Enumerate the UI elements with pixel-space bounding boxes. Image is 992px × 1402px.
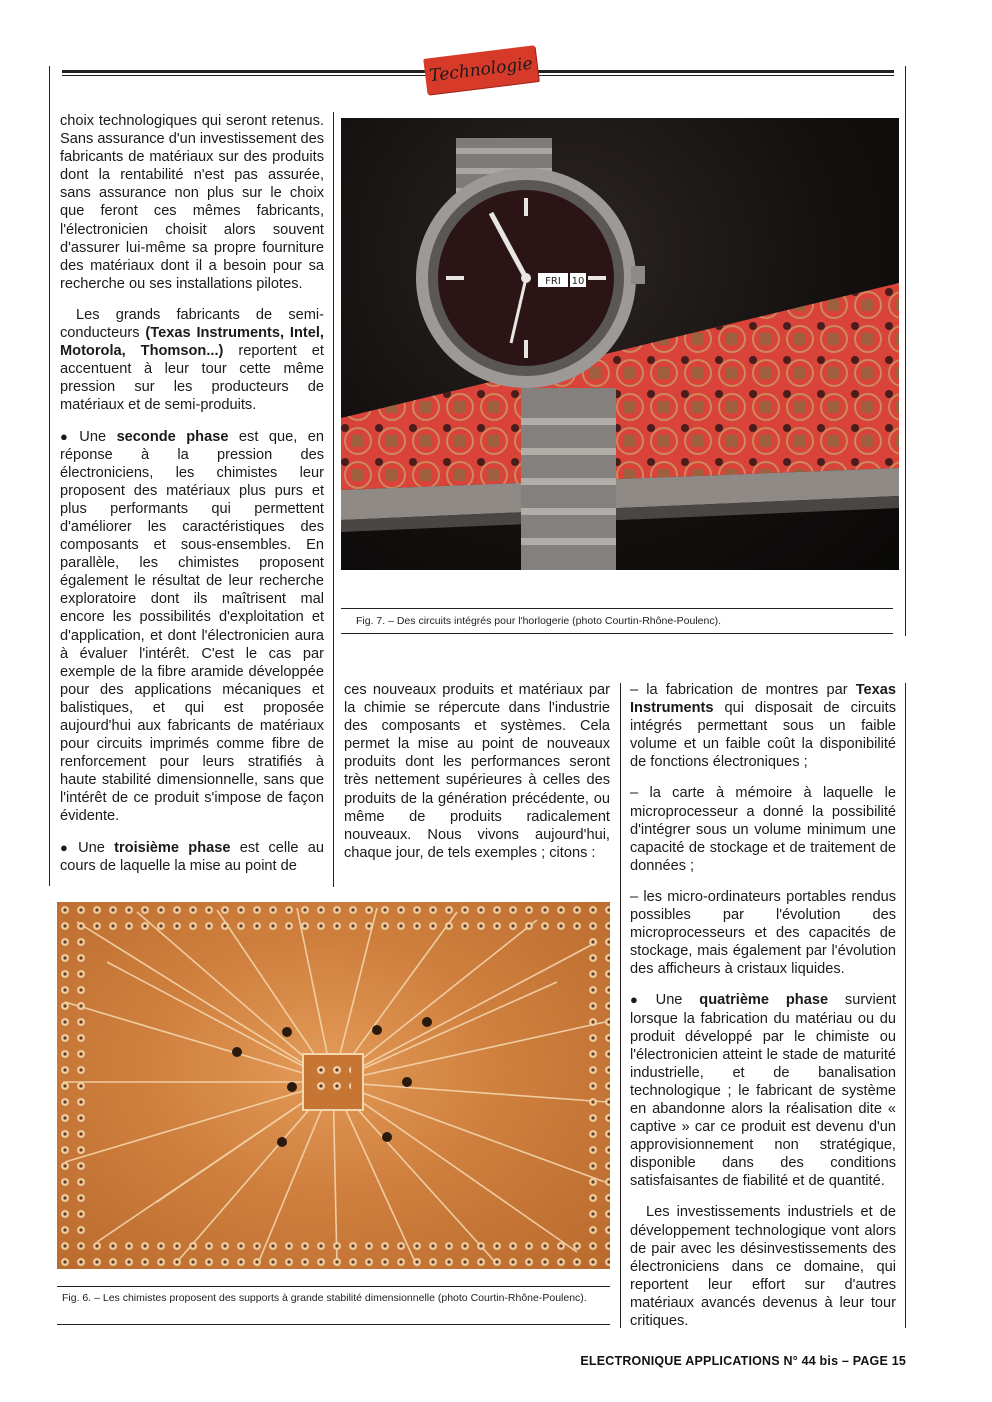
section-tag-label: Technologie (428, 53, 534, 87)
fig6-caption-rule-bottom (57, 1324, 610, 1325)
col1-paragraph-4 (60, 839, 324, 875)
col3-paragraph-4 (630, 991, 896, 1190)
col1-paragraph-2 (60, 306, 324, 415)
col3-item-1-text-end: qui disposait de circuits intégrés permettant sous un faible volume et un faible coût la disponibilité de fonctions électroniques ; (630, 700, 896, 771)
watch-day-label: FRI (545, 276, 561, 287)
col1-p3-text-end: est que, en réponse à la pression des électroniciens, les chimistes leur proposent des matériaux plus purs et plus performants qui permettent d'améliorer les caractéristiques des composants et sous-ensembles. En parallèle, les chimistes proposent également le résultat de leur recherche exploratoire dont ils maîtrisent mal encore les possibilités d'exploitation et d'application, et dont l'électronicien aura à évaluer l'intérêt. C'est le cas par exemple de la fibre aramide développée pour des applications mécaniques et balistiques, et qui est proposée aujourd'hui aux fabricants de matériaux pour circuits imprimés comme fibre de renforcement pour leurs stratifiés à haute stabilité dimensionnelle, sans que l'intérêt de ce produit s'impose de façon évidente. (60, 428, 324, 825)
col3-p4-text-end: survient lorsque la fabrication du matériau ou du produit développé par le chimiste ou l'électronicien atteint le stade de maturité industrielle, et de banalisation technologique ; le fabricant de système en abandonne alors la réalisation dite « captive » car ce produit est devenu d'un approvisionnement non stratégique, disponible dans des conditions satisfaisantes de fiabilité et de quantité. (630, 992, 897, 1190)
col3-item-1-text: – la fabrication de montres par (630, 682, 856, 698)
col1-p2-bold: (Texas Instruments, Intel, Motorola, Thomson...) (60, 325, 324, 360)
col3-item-1-bold: Texas Instruments (630, 682, 896, 717)
column-1 (60, 112, 324, 888)
col3-item-3: – les micro-ordinateurs portables rendus possibles par l'évolution des microprocesseurs et des capacités de stockage, mais également par l'évolution des afficheurs à cristaux liquides. (630, 888, 896, 978)
col1-p4-text-end: est celle au cours de laquelle la mise au point de (60, 839, 324, 874)
col3-item-1 (630, 681, 896, 771)
col2-paragraph-1: ces nouveaux produits et matériaux par la chimie se répercute dans l'industrie des composants et systèmes. Cela permet la mise au point de nouveaux produits dont les performances seront très nettement supérieures à celles des produits de la génération précédente, ou même de produits radicalement nouveaux. Nous vivons aujourd'hui, chaque jour, de tels exemples ; citons : (344, 682, 610, 861)
col3-item-2: – la carte à mémoire à laquelle le microprocesseur a donné la possibilité d'intégrer sous un volume minimum une capacité de stockage et de traitement de données ; (630, 785, 896, 874)
col1-p2-text-end: reportent et accentuent à leur tour cette même pression sur les producteurs de matériaux et de semi-produits. (60, 343, 324, 414)
col1-paragraph-1: choix technologiques qui seront retenus. Sans assurance d'un investissement des fabricants de matériaux sur des produits dont la rentabilité n'est pas assurée, sans assurance non plus sur le choix que feront ces mêmes fabricants, l'électronicien choisit alors souvent d'assurer lui-même sa propre fourniture des matériaux dont il a besoin pour sa recherche ou ses installations pilotes. (60, 113, 324, 292)
right-margin-rule (905, 66, 906, 636)
column-3 (630, 681, 896, 1343)
col1-p4-text: Une (78, 839, 115, 856)
left-margin-rule (49, 66, 50, 886)
fig7-caption-rule-top (341, 608, 893, 609)
col1-paragraph-3 (60, 428, 324, 826)
page-footer: ELECTRONIQUE APPLICATIONS N° 44 bis – PAGE 15 (580, 1354, 906, 1368)
col1-p3-text: Une (79, 428, 117, 445)
col1-p4-bold: troisième phase (114, 839, 231, 856)
figure-6-caption: Fig. 6. – Les chimistes proposent des supports à grande stabilité dimensionnelle (photo Courtin-Rhône-Poulenc). (62, 1292, 587, 1304)
watch-date-label: 10 (571, 276, 585, 287)
col3-p4-bold: quatrième phase (699, 992, 829, 1009)
fig6-caption-rule-top (57, 1286, 610, 1287)
fig7-caption-rule-bottom (341, 633, 893, 634)
right-margin-rule-lower (905, 683, 906, 1328)
column-2 (344, 681, 610, 875)
column-rule-1 (333, 112, 334, 887)
section-tag (423, 45, 539, 94)
figure-7-caption: Fig. 7. – Des circuits intégrés pour l'horlogerie (photo Courtin-Rhône-Poulenc). (356, 615, 722, 627)
figure-6-photo (57, 902, 610, 1269)
watch-illustration (341, 118, 899, 570)
figure-7-photo (341, 118, 899, 570)
col1-p2-text: Les grands fabricants de semi-conducteurs (60, 306, 324, 342)
col3-paragraph-5: Les investissements industriels et de développement technologique vont alors de pair avec les désinvestissements des électroniciens dans ce domaine, qui reportent leur effort sur d'autres matériaux avancés devenus à leur tour critiques. (630, 1204, 896, 1329)
col3-p4-text: Une (655, 992, 700, 1009)
column-rule-2 (620, 683, 621, 1328)
pcb-illustration (57, 902, 610, 1269)
col1-p3-bold: seconde phase (116, 428, 229, 445)
